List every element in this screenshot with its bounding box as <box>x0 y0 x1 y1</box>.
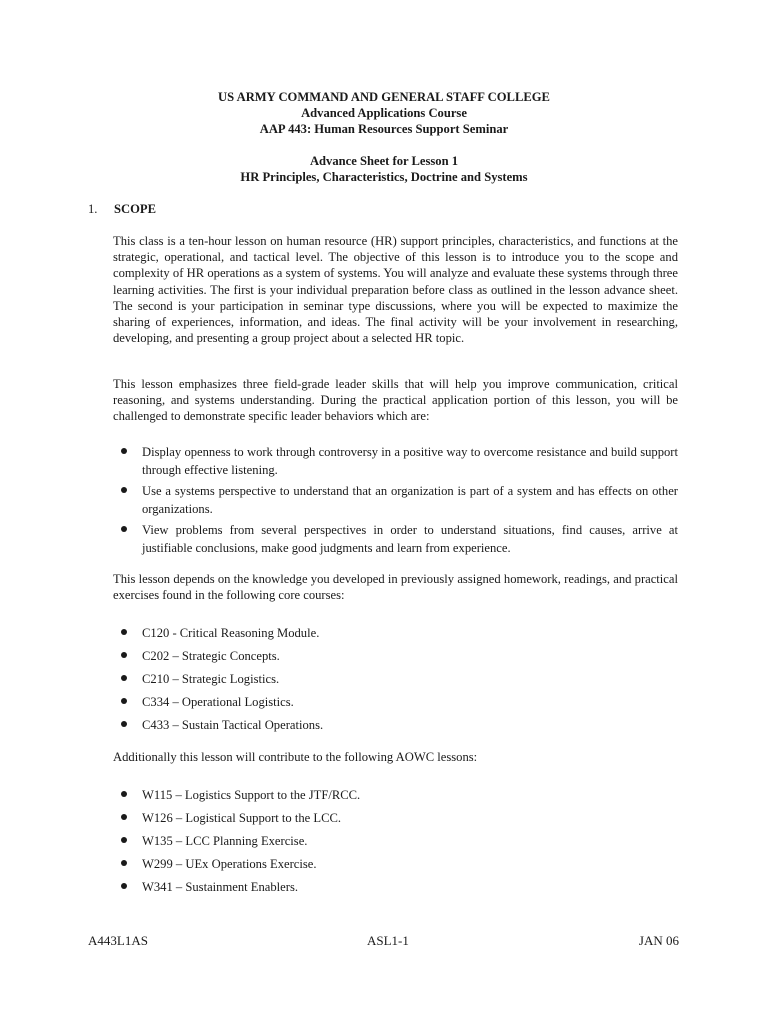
page-number: ASL1-1 <box>367 933 409 948</box>
bullet-icon <box>121 675 127 681</box>
bullet-icon <box>121 698 127 704</box>
list-item: W115 – Logistics Support to the JTF/RCC. <box>113 786 678 804</box>
list-item: W341 – Sustainment Enablers. <box>113 878 678 896</box>
bullet-icon <box>121 448 127 454</box>
bullet-icon <box>121 629 127 635</box>
bullet-icon <box>121 814 127 820</box>
college-title: US ARMY COMMAND AND GENERAL STAFF COLLEGE <box>218 90 550 104</box>
list-item: C120 - Critical Reasoning Module. <box>113 624 678 642</box>
list-item: W126 – Logistical Support to the LCC. <box>113 809 678 827</box>
behaviors-list <box>113 443 678 560</box>
section-heading <box>88 202 156 217</box>
list-item: View problems from several perspectives in order to understand situations, find causes, arrive at justifiable conclusions, make good judgments and learn from experience. <box>113 521 678 557</box>
document-code: A443L1AS <box>88 933 148 948</box>
list-item: Use a systems perspective to understand that an organization is part of a system and has effects on other organizations. <box>113 482 678 518</box>
scope-paragraph-1: This class is a ten-hour lesson on human resource (HR) support principles, characteristics, and functions at the strategic, operational, and tactical level. The objective of this lesson is to introduce you to the scope and complexity of HR operations as a system of systems. You will analyze and evaluate these systems through three learning activities. The first is your individual preparation before class as outlined in the lesson advance sheet. The second is your participation in seminar type discussions, where you will be expected to maximize the sharing of experiences, information, and ideas. The final activity will be your involvement in researching, developing, and presenting a group project about a selected HR topic. <box>113 234 678 346</box>
list-item: C334 – Operational Logistics. <box>113 693 678 711</box>
section-number: 1. <box>88 202 98 216</box>
list-item: W299 – UEx Operations Exercise. <box>113 855 678 873</box>
scope-paragraph-4: Additionally this lesson will contribute to the following AOWC lessons: <box>113 750 478 764</box>
scope-paragraph-2: This lesson emphasizes three field-grade leader skills that will help you improve communication, critical reasoning, and systems understanding. During the practical application portion of this lesson, you will be challenged to demonstrate specific leader behaviors which are: <box>113 377 678 424</box>
bullet-icon <box>121 526 127 532</box>
document-header <box>0 89 768 185</box>
aowc-lessons-list <box>113 786 678 901</box>
lesson-title: HR Principles, Characteristics, Doctrine and Systems <box>240 170 528 184</box>
list-item: C202 – Strategic Concepts. <box>113 647 678 665</box>
page-footer <box>88 933 679 951</box>
bullet-icon <box>121 791 127 797</box>
list-item: Display openness to work through controversy in a positive way to overcome resistance and build support through effective listening. <box>113 443 678 479</box>
core-courses-list <box>113 624 678 739</box>
bullet-icon <box>121 837 127 843</box>
course-title: Advanced Applications Course <box>301 106 467 120</box>
list-item: W135 – LCC Planning Exercise. <box>113 832 678 850</box>
bullet-icon <box>121 883 127 889</box>
seminar-title: AAP 443: Human Resources Support Seminar <box>259 122 509 136</box>
advance-sheet-title: Advance Sheet for Lesson 1 <box>309 154 459 168</box>
bullet-icon <box>121 487 127 493</box>
list-item: C433 – Sustain Tactical Operations. <box>113 716 678 734</box>
document-date: JAN 06 <box>638 933 679 948</box>
bullet-icon <box>121 860 127 866</box>
scope-paragraph-3: This lesson depends on the knowledge you developed in previously assigned homework, readings, and practical exercises found in the following core courses: <box>113 572 678 603</box>
list-item: C210 – Strategic Logistics. <box>113 670 678 688</box>
section-title: SCOPE <box>114 202 156 216</box>
bullet-icon <box>121 652 127 658</box>
bullet-icon <box>121 721 127 727</box>
